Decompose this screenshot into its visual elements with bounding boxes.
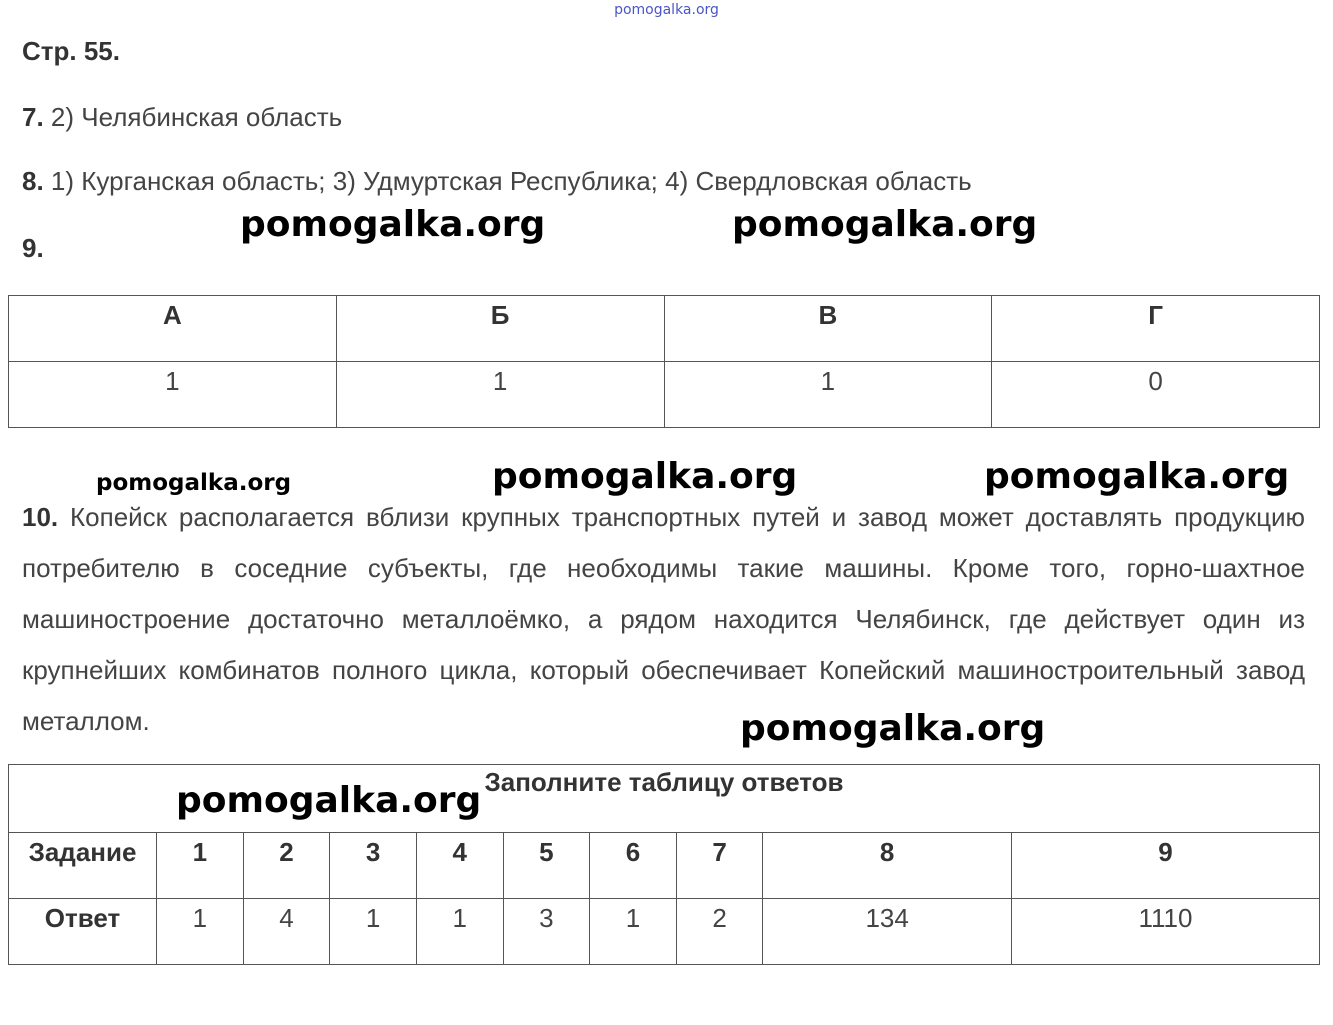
task-number-cell: 2 <box>243 833 330 899</box>
answer-9-number: 9. <box>22 233 44 263</box>
answer-9-value-cell: 1 <box>336 362 664 428</box>
answer-10-text: Копейск располагается вблизи крупных транспортных путей и завод может доставлять продукцию потребителю в соседние субъекты, где необходимы такие машины. Кроме того, горно-шахтное машиностроение достаточно металлоёмко, а рядом находится Челябинск, где действует один из крупнейших комбинатов полного цикла, который обеспечивает Копейский машиностроительный завод металлом. <box>22 502 1305 736</box>
answer-9-value-cell: 0 <box>992 362 1320 428</box>
answer-8-number: 8. <box>22 166 44 196</box>
task-number-cell: 3 <box>330 833 417 899</box>
answer-7-number: 7. <box>22 102 44 132</box>
answer-value-cell: 4 <box>243 899 330 965</box>
task-number-cell: 5 <box>503 833 590 899</box>
answer-9-header-cell: Б <box>336 296 664 362</box>
answer-value-cell: 1 <box>330 899 417 965</box>
task-number-cell: 6 <box>590 833 677 899</box>
task-number-cell: 4 <box>416 833 503 899</box>
answer-9-value-cell: 1 <box>664 362 992 428</box>
answer-8 <box>22 166 972 197</box>
answer-9-value-row <box>9 362 1320 428</box>
watermark-text: pomogalka.org <box>240 204 546 245</box>
page-reference: Стр. 55. <box>22 36 120 66</box>
answer-row-label: Ответ <box>9 899 157 965</box>
answer-value-cell: 1 <box>157 899 244 965</box>
answer-7-text: 2) Челябинская область <box>50 102 343 132</box>
answer-value-cell: 134 <box>763 899 1012 965</box>
answer-value-cell: 2 <box>676 899 763 965</box>
task-number-cell: 1 <box>157 833 244 899</box>
answer-8-text: 1) Курганская область; 3) Удмуртская Республика; 4) Свердловская область <box>50 166 972 196</box>
watermark-text: pomogalka.org <box>740 708 1046 749</box>
answer-value-cell: 3 <box>503 899 590 965</box>
answer-9-header-cell: Г <box>992 296 1320 362</box>
answer-9-value-cell: 1 <box>9 362 337 428</box>
answer-7 <box>22 102 342 133</box>
answers-answer-row <box>9 899 1320 965</box>
answer-10 <box>22 492 1305 747</box>
top-watermark: pomogalka.org <box>614 2 719 18</box>
answer-value-cell: 1 <box>590 899 677 965</box>
task-number-cell: 9 <box>1011 833 1319 899</box>
watermark-text: pomogalka.org <box>732 204 1038 245</box>
task-number-cell: 7 <box>676 833 763 899</box>
answers-task-row <box>9 833 1320 899</box>
watermark-text: pomogalka.org <box>96 470 292 496</box>
watermark-text: pomogalka.org <box>492 456 798 497</box>
answer-9-header-row <box>9 296 1320 362</box>
answer-9-table <box>8 295 1320 428</box>
watermark-text: pomogalka.org <box>176 780 482 821</box>
answer-9-header-cell: В <box>664 296 992 362</box>
task-number-cell: 8 <box>763 833 1012 899</box>
answer-9-header-cell: А <box>9 296 337 362</box>
watermark-text: pomogalka.org <box>984 456 1290 497</box>
answers-table-title: Заполните таблицу ответов <box>9 765 1320 833</box>
answer-value-cell: 1 <box>416 899 503 965</box>
task-row-label: Задание <box>9 833 157 899</box>
answer-value-cell: 1110 <box>1011 899 1319 965</box>
answer-10-number: 10. <box>22 502 59 532</box>
